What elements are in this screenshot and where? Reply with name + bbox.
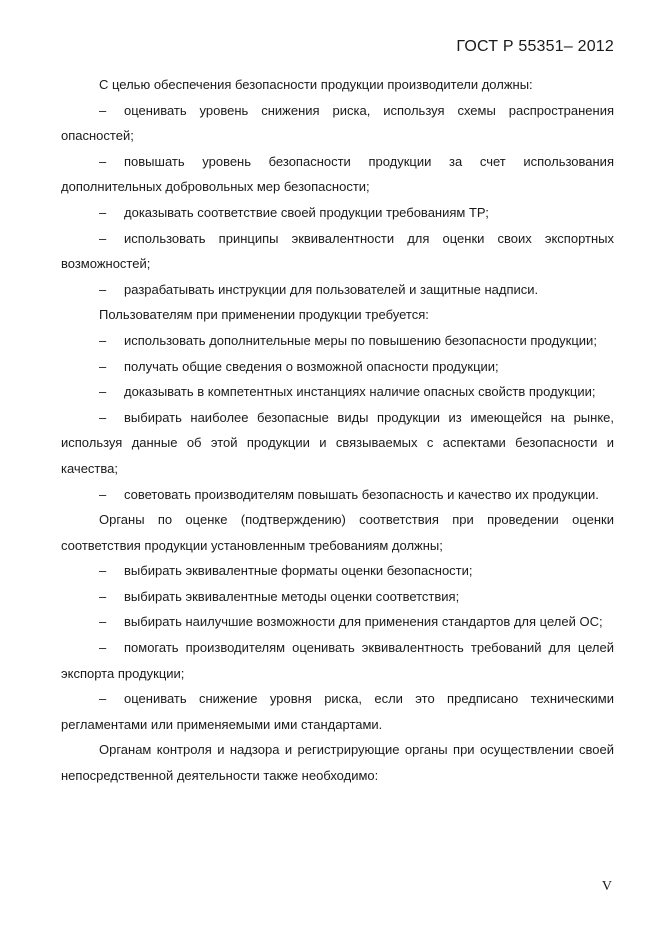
list-dash: –	[99, 384, 107, 400]
list-item	[61, 558, 614, 584]
list-item	[61, 277, 614, 303]
list-item	[61, 200, 614, 226]
list-item	[61, 379, 614, 405]
list-dash: –	[99, 409, 107, 425]
list-item	[61, 609, 614, 635]
page-number: V	[601, 879, 612, 894]
list-item-text: получать общие сведения о возможной опасности продукции;	[124, 358, 499, 374]
list-dash: –	[99, 230, 107, 246]
list-item-text: выбирать наилучшие возможности для применения стандартов для целей ОС;	[124, 614, 603, 630]
list-item-text: оценивать снижение уровня риска, если это предписано техническими регламентами или применяемыми ими стандартами.	[61, 691, 614, 732]
list-dash: –	[99, 281, 107, 297]
page-body	[61, 72, 614, 789]
list-item	[61, 405, 614, 482]
list-item-text: оценивать уровень снижения риска, используя схемы распространения опасностей;	[61, 102, 614, 144]
list-item-text: доказывать соответствие своей продукции требованиям ТР;	[124, 204, 489, 220]
list-item-text: помогать производителям оценивать эквивалентность требований для целей экспорта продукции;	[61, 640, 614, 681]
list-dash: –	[99, 588, 107, 604]
list-dash: –	[99, 153, 107, 169]
document-number: ГОСТ Р 55351– 2012	[456, 38, 614, 55]
paragraph-control-bodies-intro: Органам контроля и надзора и регистрирующие органы при осуществлении своей непосредственной деятельности также необходимо:	[61, 742, 614, 784]
list-item	[61, 354, 614, 380]
list-item-text: использовать дополнительные меры по повышению безопасности продукции;	[124, 332, 597, 348]
list-item-text: выбирать эквивалентные форматы оценки безопасности;	[124, 563, 473, 579]
list-item-text: советовать производителям повышать безопасность и качество их продукции.	[124, 486, 599, 502]
list-item-text: повышать уровень безопасности продукции за счет использования дополнительных добровольных мер безопасности;	[61, 153, 614, 195]
list-item	[61, 482, 614, 508]
list-item-text: выбирать эквивалентные методы оценки соответствия;	[124, 588, 460, 604]
list-item	[61, 584, 614, 610]
list-item	[61, 686, 614, 737]
list-dash: –	[99, 486, 107, 502]
list-dash: –	[99, 358, 107, 374]
list-dash: –	[99, 204, 107, 220]
list-item	[61, 226, 614, 277]
list-dash: –	[99, 332, 107, 348]
list-item	[61, 635, 614, 686]
list-item	[61, 98, 614, 149]
list-item-text: разрабатывать инструкции для пользователей и защитные надписи.	[124, 281, 539, 297]
list-dash: –	[99, 691, 107, 707]
list-item-text: использовать принципы эквивалентности для оценки своих экспортных возможностей;	[61, 230, 614, 272]
paragraph-users-intro: Пользователям при применении продукции требуется:	[99, 307, 429, 323]
list-dash: –	[99, 563, 107, 579]
list-dash: –	[99, 102, 107, 118]
list-item	[61, 149, 614, 200]
list-item-text: доказывать в компетентных инстанциях наличие опасных свойств продукции;	[124, 384, 596, 400]
list-item	[61, 328, 614, 354]
paragraph-conformity-bodies-intro: Органы по оценке (подтверждению) соответствия при проведении оценки соответствия продукции установленным требованиям должны;	[61, 512, 614, 553]
list-item-text: выбирать наиболее безопасные виды продукции из имеющейся на рынке, используя данные об этой продукции и связываемых с аспектами безопасности и качества;	[61, 409, 614, 476]
list-dash: –	[99, 640, 107, 656]
paragraph-producers-intro: С целью обеспечения безопасности продукции производители должны:	[99, 77, 533, 92]
list-dash: –	[99, 614, 107, 630]
